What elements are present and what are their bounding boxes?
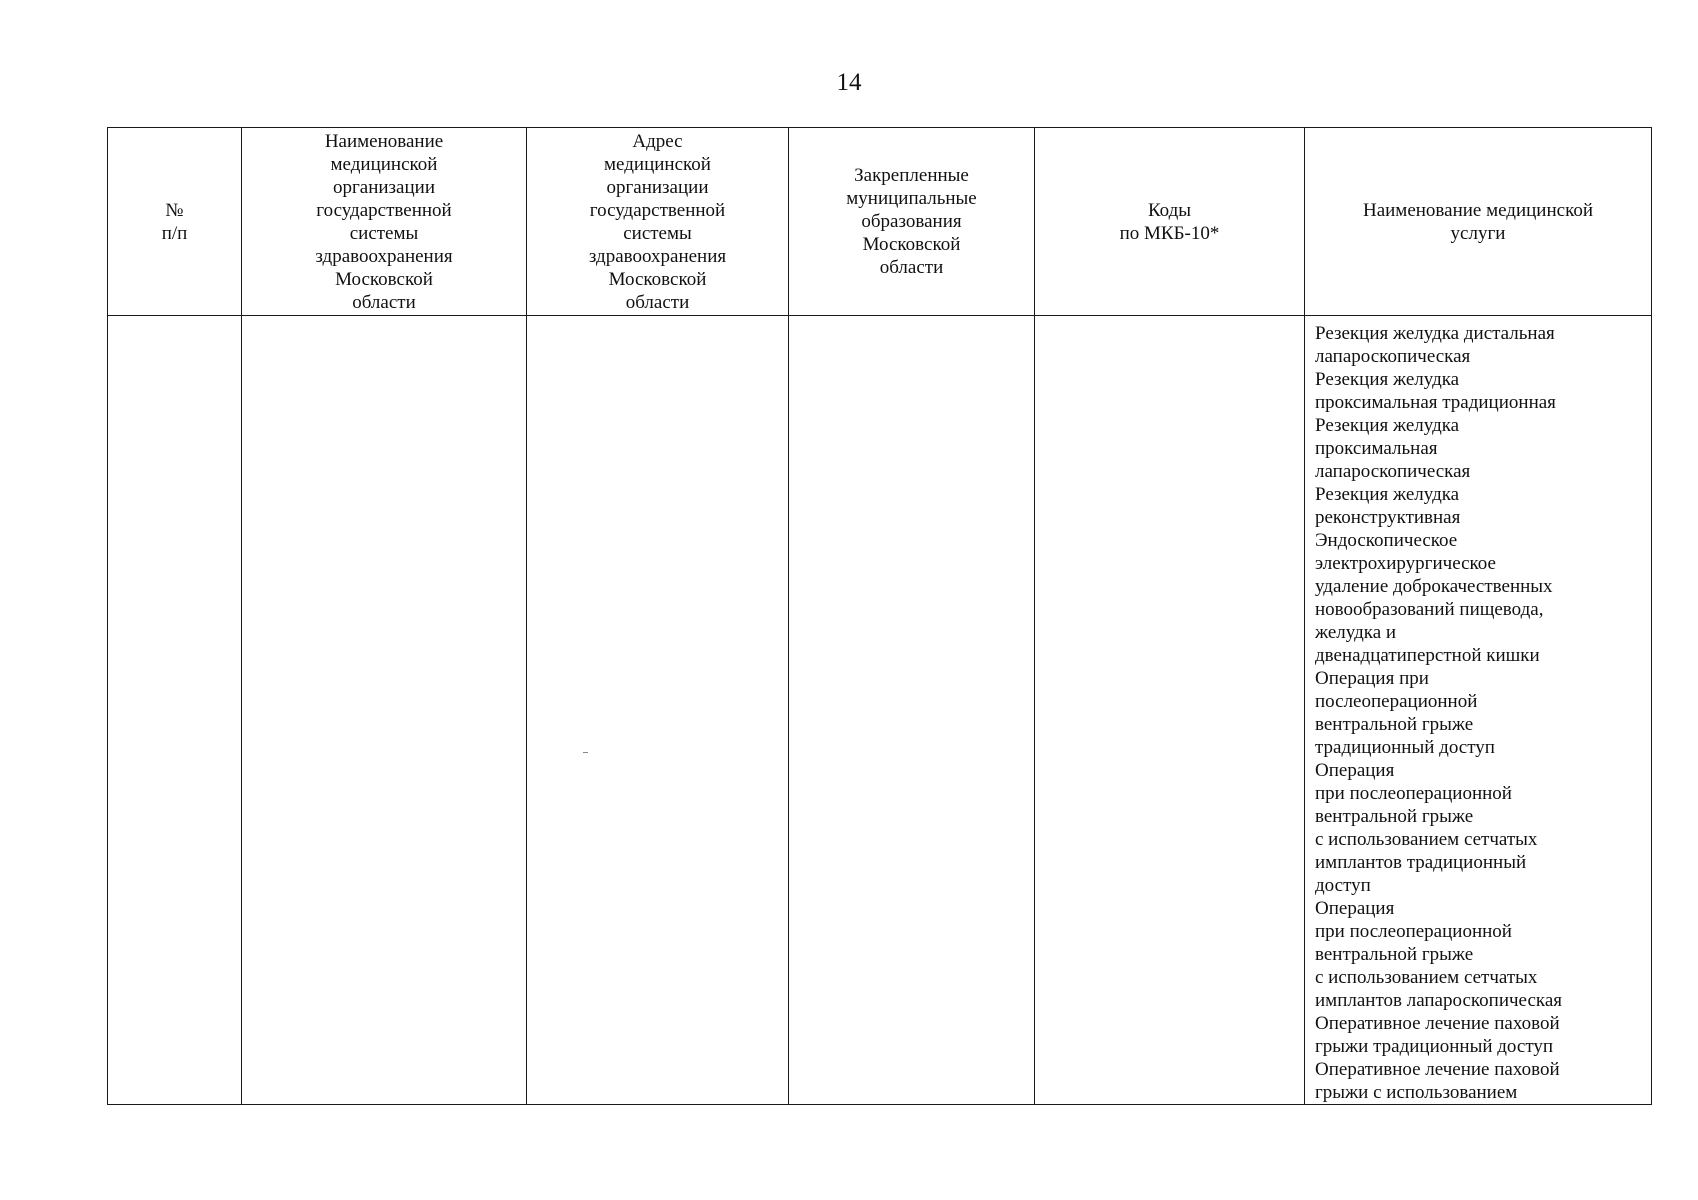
header-service-name xyxy=(1305,128,1652,316)
service-line: новообразований пищевода, xyxy=(1315,599,1544,620)
table-row xyxy=(108,316,1652,1105)
service-line: Резекция желудка xyxy=(1315,369,1460,390)
service-line: Резекция желудка xyxy=(1315,415,1460,436)
service-line: послеоперационной xyxy=(1315,691,1478,712)
header-icd-codes xyxy=(1035,128,1305,316)
service-line: Эндоскопическое xyxy=(1315,530,1458,551)
service-line: вентральной грыже xyxy=(1315,714,1474,735)
service-line: лапароскопическая xyxy=(1315,461,1471,482)
cell-organization xyxy=(242,316,527,1105)
cell-address xyxy=(527,316,789,1105)
header-service-name-label: Наименование медицинской услуги xyxy=(1362,199,1594,244)
service-line: грыжи с использованием xyxy=(1315,1082,1518,1103)
header-number-label: № п/п xyxy=(161,199,188,244)
cell-icd-codes xyxy=(1035,316,1305,1105)
service-line: Операция xyxy=(1315,760,1395,781)
service-line: Операция xyxy=(1315,898,1395,919)
service-line: проксимальная традиционная xyxy=(1315,392,1556,413)
service-line: электрохирургическое xyxy=(1315,553,1496,574)
header-organization xyxy=(242,128,527,316)
header-number xyxy=(108,128,242,316)
service-line: имплантов традиционный xyxy=(1315,852,1527,873)
service-line: проксимальная xyxy=(1315,438,1438,459)
service-list xyxy=(1305,316,1651,1104)
service-line: реконструктивная xyxy=(1315,507,1461,528)
table-header-row xyxy=(108,128,1652,316)
page-number: 14 xyxy=(836,69,862,96)
header-icd-codes-label: Коды по МКБ-10* xyxy=(1119,199,1220,244)
service-line: вентральной грыже xyxy=(1315,944,1474,965)
service-line: при послеоперационной xyxy=(1315,783,1512,804)
service-line: лапароскопическая xyxy=(1315,346,1471,367)
header-organization-label: Наименование медицинской организации государственной системы здравоохранения Московской области xyxy=(315,130,453,313)
service-line: Оперативное лечение паховой xyxy=(1315,1013,1560,1034)
header-address xyxy=(527,128,789,316)
service-line: с использованием сетчатых xyxy=(1315,967,1538,988)
service-line: удаление доброкачественных xyxy=(1315,576,1553,597)
cell-number xyxy=(108,316,242,1105)
scan-speck xyxy=(583,752,588,753)
service-line: традиционный доступ xyxy=(1315,737,1495,758)
service-line: Оперативное лечение паховой xyxy=(1315,1059,1560,1080)
header-municipalities xyxy=(789,128,1035,316)
service-line: Резекция желудка xyxy=(1315,484,1460,505)
cell-services xyxy=(1305,316,1652,1105)
service-line: при послеоперационной xyxy=(1315,921,1512,942)
service-line: грыжи традиционный доступ xyxy=(1315,1036,1554,1057)
service-line: имплантов лапароскопическая xyxy=(1315,990,1562,1011)
service-line: с использованием сетчатых xyxy=(1315,829,1538,850)
header-municipalities-label: Закрепленные муниципальные образования Московской области xyxy=(846,165,977,278)
service-line: желудка и xyxy=(1315,622,1397,643)
service-line: вентральной грыже xyxy=(1315,806,1474,827)
service-line: доступ xyxy=(1315,875,1371,896)
service-line: двенадцатиперстной кишки xyxy=(1315,645,1540,666)
services-table xyxy=(107,127,1652,1105)
service-line: Операция при xyxy=(1315,668,1429,689)
cell-municipalities xyxy=(789,316,1035,1105)
service-line: Резекция желудка дистальная xyxy=(1315,323,1555,344)
header-address-label: Адрес медицинской организации государственной системы здравоохранения Московской области xyxy=(588,130,727,313)
